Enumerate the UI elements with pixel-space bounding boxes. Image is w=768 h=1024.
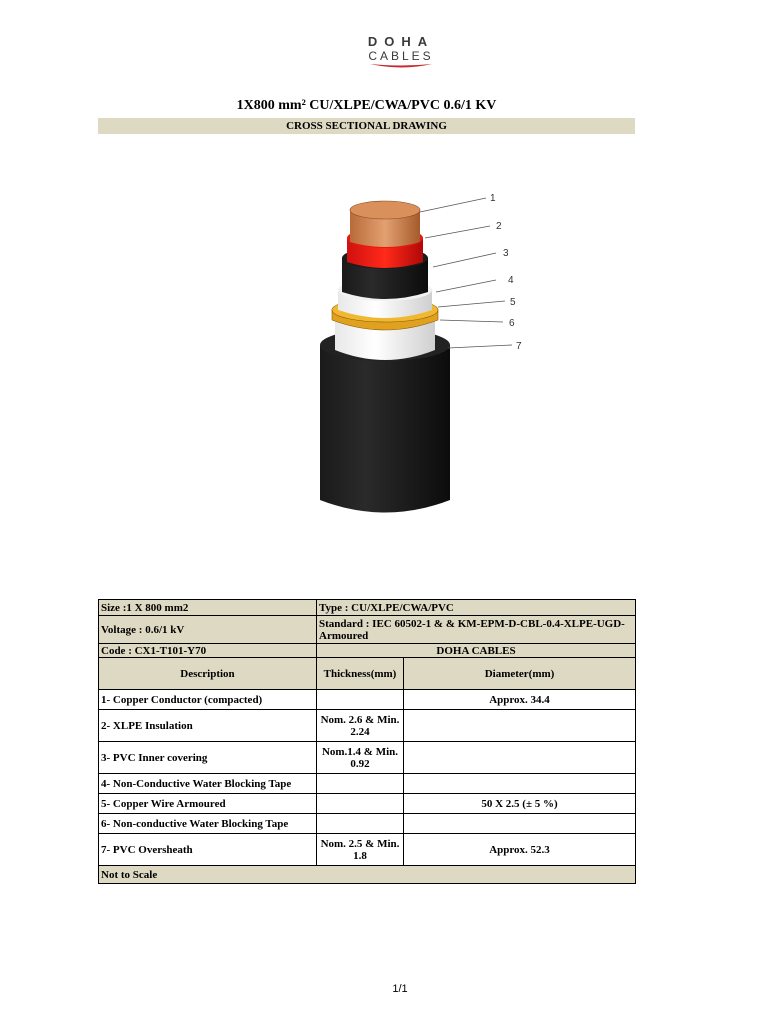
voltage-standard-row	[99, 616, 636, 644]
logo-line1: DOHA	[367, 34, 435, 49]
logo-swoosh	[368, 62, 434, 70]
description-header: Description	[99, 658, 317, 690]
table-row	[99, 710, 636, 742]
row-diameter	[404, 774, 636, 794]
standard-cell: Standard : IEC 60502-1 & & KM-EPM-D-CBL-0.4-XLPE-UGD-Armoured	[317, 616, 636, 644]
callout-6: 6	[509, 318, 515, 329]
callout-5: 5	[510, 297, 516, 308]
table-row	[99, 814, 636, 834]
row-thickness: Nom.1.4 & Min. 0.92	[317, 742, 404, 774]
row-description: 3- PVC Inner covering	[99, 742, 317, 774]
table-row	[99, 774, 636, 794]
row-diameter	[404, 710, 636, 742]
voltage-cell: Voltage : 0.6/1 kV	[99, 616, 317, 644]
row-description: 2- XLPE Insulation	[99, 710, 317, 742]
row-thickness	[317, 794, 404, 814]
code-cell: Code : CX1-T101-Y70	[99, 644, 317, 658]
row-diameter: 50 X 2.5 (± 5 %)	[404, 794, 636, 814]
row-thickness	[317, 814, 404, 834]
page-number: 1/1	[392, 983, 408, 995]
note-row	[99, 866, 636, 884]
not-to-scale-note: Not to Scale	[99, 866, 636, 884]
row-description: 4- Non-Conductive Water Blocking Tape	[99, 774, 317, 794]
size-cell: Size :1 X 800 mm2	[99, 600, 317, 616]
doha-cables-logo	[340, 34, 460, 74]
row-thickness: Nom. 2.6 & Min. 2.24	[317, 710, 404, 742]
callout-2: 2	[496, 221, 502, 232]
row-thickness: Nom. 2.5 & Min. 1.8	[317, 834, 404, 866]
row-diameter: Approx. 52.3	[404, 834, 636, 866]
type-cell: Type : CU/XLPE/CWA/PVC	[317, 600, 636, 616]
callout-3: 3	[503, 248, 509, 259]
code-row	[99, 644, 636, 658]
table-row	[99, 834, 636, 866]
callout-7: 7	[516, 341, 522, 352]
row-description: 5- Copper Wire Armoured	[99, 794, 317, 814]
row-description: 1- Copper Conductor (compacted)	[99, 690, 317, 710]
table-row	[99, 742, 636, 774]
row-diameter: Approx. 34.4	[404, 690, 636, 710]
row-diameter	[404, 742, 636, 774]
pvc-oversheath	[320, 345, 450, 513]
callout-1: 1	[490, 193, 496, 204]
table-row	[99, 690, 636, 710]
cable-cross-section-drawing	[300, 180, 560, 540]
row-description: 6- Non-conductive Water Blocking Tape	[99, 814, 317, 834]
row-thickness	[317, 774, 404, 794]
size-type-row	[99, 600, 636, 616]
cable-spec-table	[98, 599, 636, 884]
conductor-top	[350, 201, 420, 219]
row-description: 7- PVC Oversheath	[99, 834, 317, 866]
table-row	[99, 794, 636, 814]
row-diameter	[404, 814, 636, 834]
callout-4: 4	[508, 275, 514, 286]
logo-line2: CABLES	[368, 49, 434, 63]
diameter-header: Diameter(mm)	[404, 658, 636, 690]
row-thickness	[317, 690, 404, 710]
thickness-header: Thickness(mm)	[317, 658, 404, 690]
section-header: CROSS SECTIONAL DRAWING	[98, 118, 635, 134]
brand-cell: DOHA CABLES	[317, 644, 636, 658]
document-title: 1X800 mm² CU/XLPE/CWA/PVC 0.6/1 KV	[236, 98, 497, 113]
header-row	[99, 658, 636, 690]
